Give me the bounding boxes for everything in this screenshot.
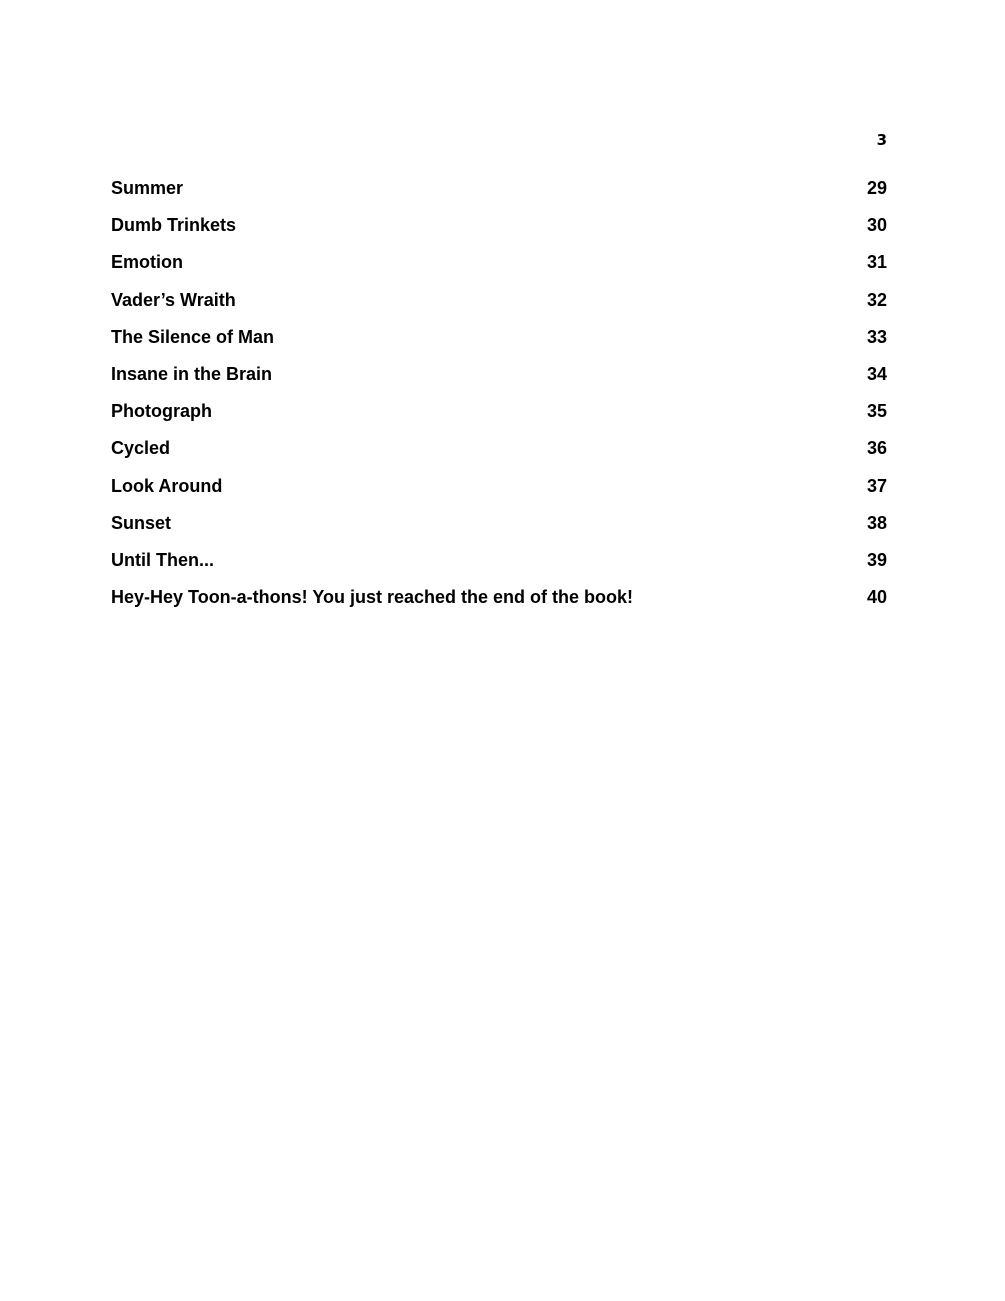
toc-entry-title: Sunset — [111, 512, 172, 533]
toc-entry — [111, 430, 887, 467]
table-of-contents — [111, 170, 887, 616]
toc-entry-title: Dumb Trinkets — [111, 215, 237, 236]
toc-entry-page: 35 — [866, 401, 887, 422]
toc-entry-page: 30 — [866, 215, 887, 236]
toc-entry-page: 29 — [866, 178, 887, 199]
toc-entry-page: 32 — [866, 289, 887, 310]
toc-entry-title: Look Around — [111, 475, 223, 496]
toc-entry-title: Emotion — [111, 252, 183, 273]
toc-entry — [111, 505, 887, 542]
toc-entry-title: Photograph — [111, 401, 212, 422]
toc-entry-title: Insane in the Brain — [111, 364, 273, 385]
toc-entry-page: 31 — [866, 252, 887, 273]
toc-entry-title: The Silence of Man — [111, 326, 275, 347]
toc-entry — [111, 319, 887, 356]
toc-entry — [111, 244, 887, 281]
toc-entry-page: 36 — [866, 438, 887, 459]
toc-entry — [111, 170, 887, 207]
toc-entry-title: Summer — [111, 178, 184, 199]
toc-entry-page: 40 — [866, 587, 887, 608]
toc-entry — [111, 393, 887, 430]
toc-entry-page: 34 — [866, 364, 887, 385]
toc-entry-page: 33 — [866, 326, 887, 347]
page-number: 3 — [876, 131, 887, 149]
toc-entry-page: 38 — [866, 512, 887, 533]
toc-entry — [111, 542, 887, 579]
toc-entry-page: 39 — [866, 549, 887, 570]
toc-entry-title: Cycled — [111, 438, 171, 459]
toc-entry — [111, 579, 887, 616]
toc-entry-title: Hey-Hey Toon-a-thons! You just reached the end of the book! — [111, 587, 634, 608]
toc-entry — [111, 468, 887, 505]
toc-entry — [111, 282, 887, 319]
toc-entry — [111, 207, 887, 244]
toc-entry-title: Until Then... — [111, 549, 214, 570]
toc-entry-page: 37 — [866, 475, 887, 496]
toc-entry-title: Vader’s Wraith — [111, 289, 236, 310]
toc-entry — [111, 356, 887, 393]
